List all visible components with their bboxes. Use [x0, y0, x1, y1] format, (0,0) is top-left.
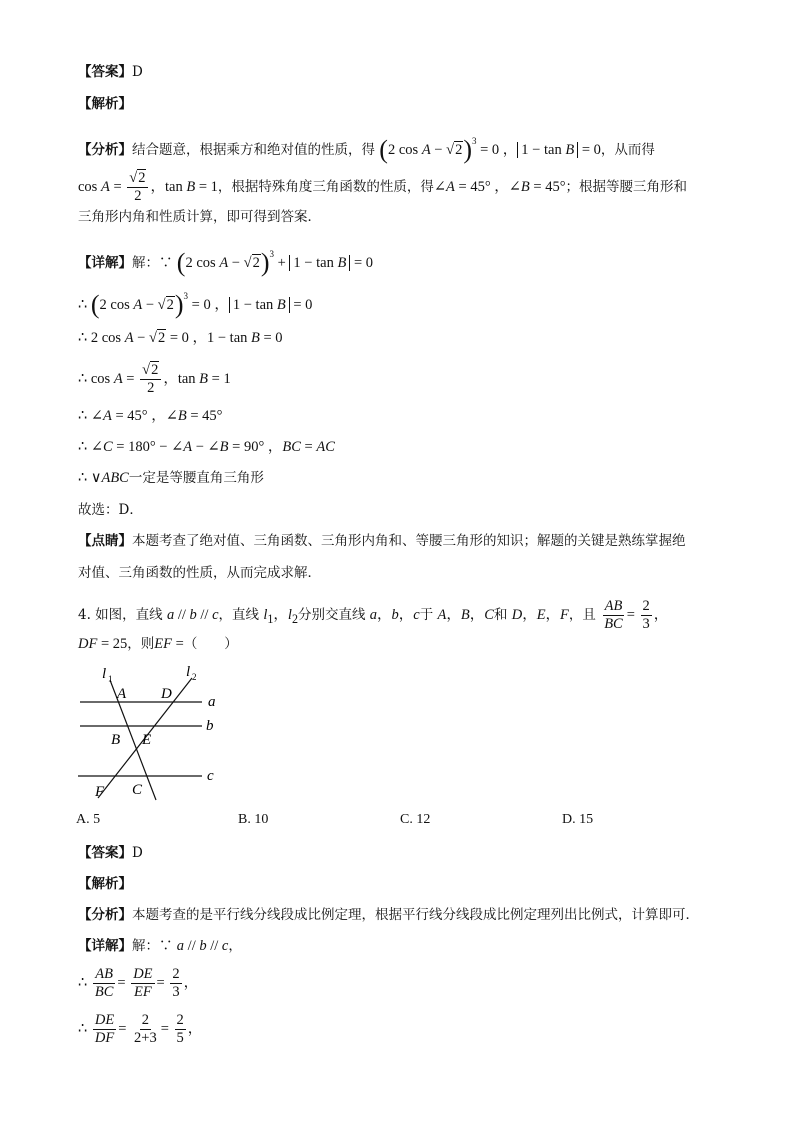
- q4-fenxi: 【分析】本题考查的是平行线分线段成比例定理，根据平行线分线段成比例定理列出比例式，计算即可．: [78, 907, 699, 923]
- q3-step5: ∴ ∠A = 45° ，∠B = 45°: [78, 408, 223, 424]
- q3-fenxi-line2: cos A = $\frac{√2}{2}$ ，tan B = 1，根据特殊角度三角函数的性质，得∠A = 45° ，∠B = 45°；根据等腰三角形和: [78, 170, 687, 204]
- q3-step7: ∴ ∨ABC一定是等腰直角三角形: [78, 470, 264, 486]
- choice-d: D. 15: [562, 812, 594, 827]
- q4-xiangjie-line1: 【详解】解：∵ a // b // c，: [78, 938, 242, 954]
- q3-conclusion: 故选：D．: [78, 502, 143, 518]
- q3-step6: ∴ ∠C = 180° − ∠A − ∠B = 90° ，BC = AC: [78, 439, 335, 455]
- label-a: a: [208, 694, 216, 710]
- q3-step4: ∴ cos A = $\frac{√2}{2}$ ，tan B = 1: [78, 362, 231, 396]
- label-F: F: [95, 784, 105, 800]
- q4-answer-row: 【答案】D: [78, 845, 143, 861]
- label-l2-sub: 2: [192, 672, 197, 682]
- parallel-lines-figure: [70, 662, 250, 802]
- q3-dianjing-line1: 【点睛】本题考查了绝对值、三角函数、三角形内角和、等腰三角形的知识；解题的关键是熟练掌握绝: [78, 533, 686, 549]
- q3-step2: ∴ (2 cos A − √2)$^3$ = 0 ， 1 − tan B = 0: [78, 290, 313, 319]
- label-l2: l: [186, 664, 191, 680]
- label-E: E: [142, 732, 152, 748]
- label-A: A: [117, 686, 127, 702]
- q3-analysis-label: 【解析】: [78, 96, 132, 112]
- q3-answer-value: D: [132, 64, 143, 80]
- label-l1-sub: 1: [108, 674, 113, 684]
- choice-b: B. 10: [238, 812, 269, 827]
- label-b: b: [206, 718, 214, 734]
- q4-stem-line1: 4. 如图，直线 a // b // c，直线 $l_1$，$l_2$分别交直线 a，b，c于 A，B，C和 D，E，F，且 $\frac{AB}{BC}$ = $\frac{2}{3}$ ，: [78, 598, 669, 632]
- q4-step2: ∴ $\frac{DE}{DF}$ = $\frac{2}{2+3}$ = $\frac{2}{5}$ ，: [78, 1012, 203, 1046]
- choice-a: A. 5: [76, 812, 101, 827]
- answer-label: 【答案】: [78, 64, 132, 80]
- q4-analysis-label: 【解析】: [78, 876, 132, 892]
- q4-stem-line2: DF = 25，则EF =（ ）: [78, 636, 238, 652]
- q3-xiangjie-line1: 【详解】解：∵ (2 cos A − √2)$^3$ + 1 − tan B = 0: [78, 248, 373, 277]
- q3-fenxi-line3: 三角形内角和性质计算，即可得到答案．: [78, 209, 321, 225]
- q3-step3: ∴ 2 cos A − √2 = 0 ，1 − tan B = 0: [78, 330, 283, 346]
- label-C: C: [132, 782, 143, 798]
- q4-step1: ∴ $\frac{AB}{BC}$ = $\frac{DE}{EF}$ = $\frac{2}{3}$ ，: [78, 966, 199, 1000]
- q3-dianjing-line2: 对值、三角函数的性质，从而完成求解．: [78, 565, 321, 581]
- label-l1: l: [102, 666, 107, 682]
- label-D: D: [161, 686, 172, 702]
- label-c: c: [207, 768, 214, 784]
- q3-answer-row: [78, 62, 143, 82]
- q3-fenxi-line1: 【分析】结合题意，根据乘方和绝对值的性质，得 (2 cos A − √2)$^3$ = 0 ， 1 − tan B = 0，从而得: [78, 135, 655, 164]
- choice-c: C. 12: [400, 812, 431, 827]
- label-B: B: [111, 732, 121, 748]
- q4-answer-value: D: [132, 845, 143, 861]
